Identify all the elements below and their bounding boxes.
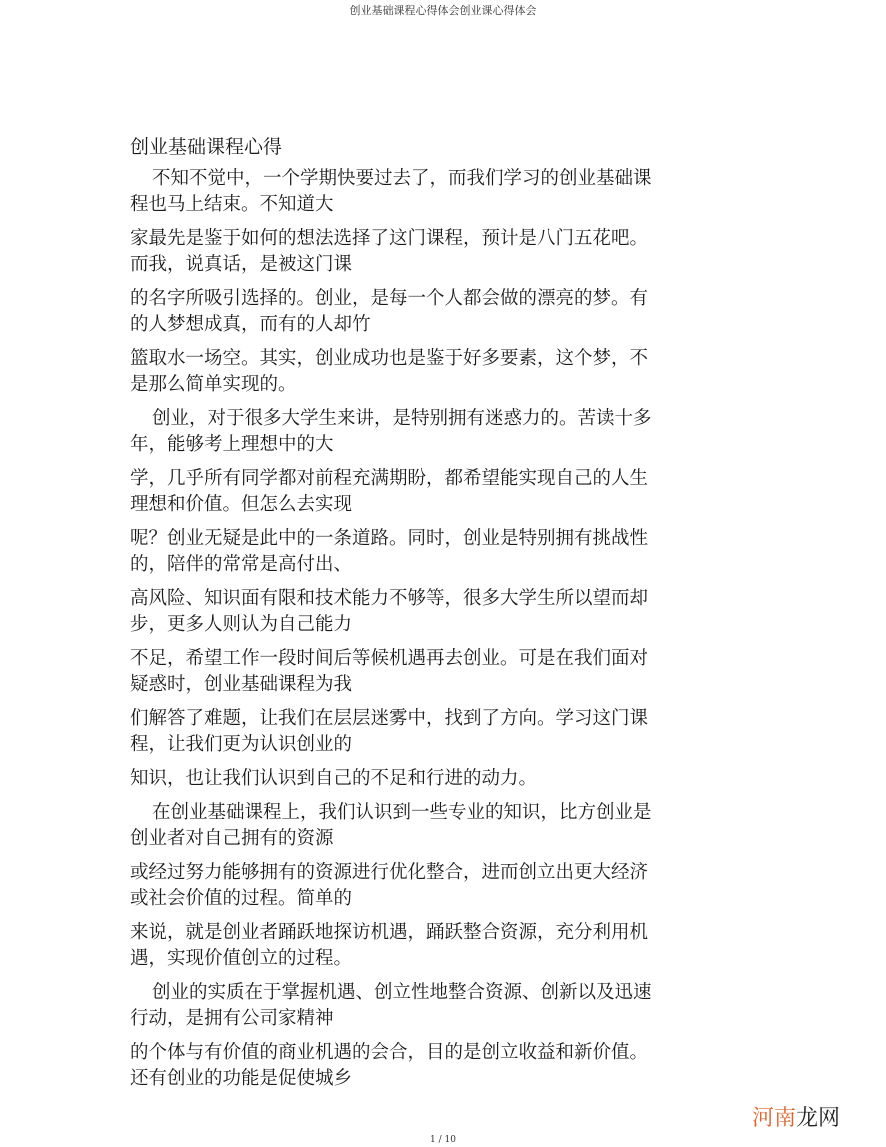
paragraph-block xyxy=(130,586,690,638)
paragraph-block xyxy=(130,226,690,278)
paragraph-block xyxy=(130,800,690,852)
text-line: 在创业基础课程上，我们认识到一些专业的知识，比方创业是 xyxy=(152,802,652,823)
text-line: 或社会价值的过程。简单的 xyxy=(130,888,353,909)
paragraph-block xyxy=(130,346,690,398)
text-line: 疑惑时，创业基础课程为我 xyxy=(130,674,353,695)
document-title: 创业基础课程心得 xyxy=(130,136,283,158)
text-line: 创业的实质在于掌握机遇、创立性地整合资源、创新以及迅速 xyxy=(152,982,652,1003)
text-line: 创业，对于很多大学生来讲，是特别拥有迷惑力的。苦读十多 xyxy=(152,408,652,429)
paragraph-block xyxy=(130,1040,690,1092)
paragraph-block xyxy=(130,646,690,698)
watermark-part1: 河南 xyxy=(752,1106,797,1131)
text-line: 行动，是拥有公司家精神 xyxy=(130,1008,334,1029)
paragraph-block xyxy=(130,406,690,458)
text-line: 篮取水一场空。其实，创业成功也是鉴于好多要素，这个梦，不 xyxy=(130,348,649,369)
text-line: 家最先是鉴于如何的想法选择了这门课程，预计是八门五花吧。 xyxy=(130,228,649,249)
text-line: 不足，希望工作一段时间后等候机遇再去创业。可是在我们面对 xyxy=(130,648,649,669)
text-line: 的个体与有价值的商业机遇的会合，目的是创立收益和新价值。 xyxy=(130,1042,649,1063)
text-line: 的名字所吸引选择的。创业，是每一个人都会做的漂亮的梦。有 xyxy=(130,288,649,309)
text-line: 步，更多人则认为自己能力 xyxy=(130,614,353,635)
text-line: 年，能够考上理想中的大 xyxy=(130,434,334,455)
paragraph-block xyxy=(130,526,690,578)
text-line: 学，几乎所有同学都对前程充满期盼，都希望能实现自己的人生 xyxy=(130,468,649,489)
paragraph-block xyxy=(130,166,690,218)
paragraph-block xyxy=(130,980,690,1032)
text-line: 的，陪伴的常常是高付出、 xyxy=(130,554,353,575)
text-line: 还有创业的功能是促使城乡 xyxy=(130,1068,353,1089)
text-line: 呢？创业无疑是此中的一条道路。同时，创业是特别拥有挑战性 xyxy=(130,528,649,549)
paragraph-block xyxy=(130,860,690,912)
text-line: 是那么简单实现的。 xyxy=(130,374,297,395)
paragraph-block xyxy=(130,920,690,972)
text-line: 来说，就是创业者踊跃地探访机遇，踊跃整合资源，充分利用机 xyxy=(130,922,649,943)
text-line: 或经过努力能够拥有的资源进行优化整合，进而创立出更大经济 xyxy=(130,862,649,883)
text-line: 高风险、知识面有限和技术能力不够等，很多大学生所以望而却 xyxy=(130,588,649,609)
text-line: 的人梦想成真，而有的人却竹 xyxy=(130,314,371,335)
watermark-logo xyxy=(752,1101,840,1132)
text-line: 创业者对自己拥有的资源 xyxy=(130,828,334,849)
text-line: 程，让我们更为认识创业的 xyxy=(130,734,353,755)
text-line: 理想和价值。但怎么去实现 xyxy=(130,494,353,515)
page-indicator: 1 / 10 xyxy=(430,1135,456,1145)
page-header-title: 创业基础课程心得体会创业课心得体会 xyxy=(349,4,537,17)
paragraph-block xyxy=(130,706,690,758)
text-line: 们解答了难题，让我们在层层迷雾中，找到了方向。学习这门课 xyxy=(130,708,649,729)
text-line: 不知不觉中，一个学期快要过去了，而我们学习的创业基础课 xyxy=(152,168,652,189)
paragraph-block xyxy=(130,766,690,792)
text-line: 知识，也让我们认识到自己的不足和行进的动力。 xyxy=(130,768,538,789)
text-line: 而我，说真话，是被这门课 xyxy=(130,254,353,275)
document-body xyxy=(130,166,690,1100)
paragraph-block xyxy=(130,286,690,338)
watermark-part2: 龙网 xyxy=(796,1106,841,1131)
text-line: 程也马上结束。不知道大 xyxy=(130,194,334,215)
text-line: 遇，实现价值创立的过程。 xyxy=(130,948,353,969)
paragraph-block xyxy=(130,466,690,518)
